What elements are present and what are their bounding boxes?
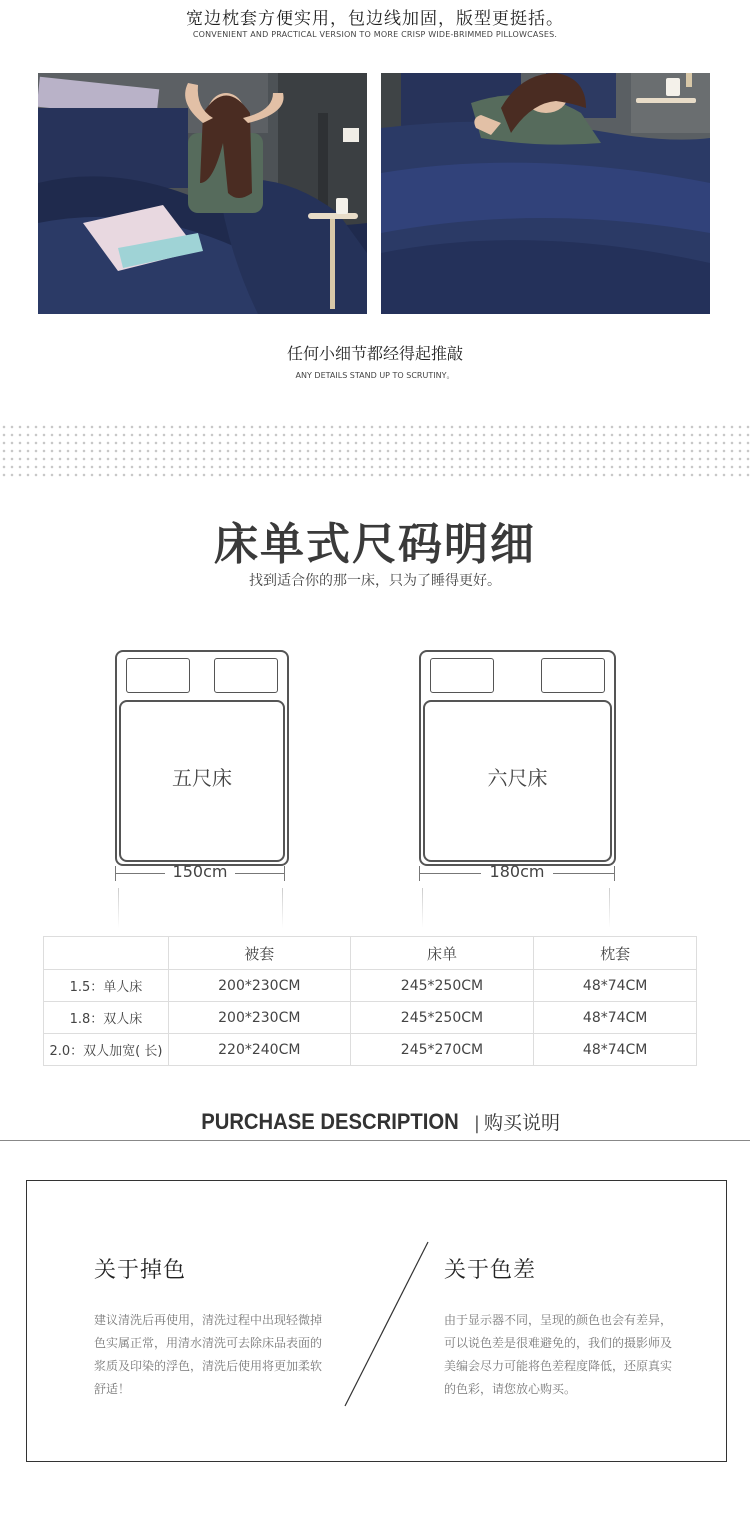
header-title-en: CONVENIENT AND PRACTICAL VERSION TO MORE CRISP WIDE-BRIMMED PILLOWCASES. — [192, 30, 558, 39]
table-cell: 1.5：单人床 — [44, 970, 169, 1002]
table-cell: 200*230CM — [168, 1002, 350, 1034]
detail-title-cn: 任何小细节都经得起推敲 — [286, 344, 463, 363]
table-row — [44, 1002, 697, 1034]
bed-width-label: 150cm — [172, 862, 228, 881]
table-header-cell: 枕套 — [534, 937, 697, 970]
table-row — [44, 970, 697, 1002]
detail-title-en: ANY DETAILS STAND UP TO SCRUTINY。 — [295, 371, 455, 380]
size-section-subtitle: 找到适合你的那一床，只为了睡得更好。 — [249, 573, 501, 589]
table-cell: 245*250CM — [350, 970, 534, 1002]
section-divider — [0, 1140, 750, 1141]
pillow-icon — [214, 658, 278, 693]
header-title-cn: 宽边枕套方便实用，包边线加固，版型更挺括。 — [186, 9, 564, 29]
bed-diagram-six-foot — [419, 650, 616, 866]
bed-label: 六尺床 — [487, 766, 548, 790]
table-cell: 48*74CM — [534, 1002, 697, 1034]
bed-width-dimension — [115, 862, 285, 884]
pillow-icon — [126, 658, 190, 693]
product-photo-woman-in-bed — [381, 73, 710, 314]
bed-diagram-five-foot — [115, 650, 289, 866]
color-difference-heading: 关于色差 — [444, 1258, 537, 1283]
table-cell: 48*74CM — [534, 1034, 697, 1066]
table-header-cell: 床单 — [350, 937, 534, 970]
dotted-divider — [0, 423, 750, 478]
purchase-title-cn: 购买说明 — [483, 1112, 560, 1134]
purchase-title-en: PURCHASE DESCRIPTION — [201, 1109, 459, 1134]
purchase-notes-box — [26, 1180, 727, 1462]
table-cell: 245*270CM — [350, 1034, 534, 1066]
table-cell: 200*230CM — [168, 970, 350, 1002]
purchase-title-separator: | — [473, 1113, 480, 1134]
bed-width-dimension — [419, 862, 615, 884]
fading-note-text: 建议清洗后再使用，清洗过程中出现轻微掉 色实属正常，用清水清洗可去除床品表面的 浆质及印染的浮色，清洗后使用将更加柔软 舒适！ — [94, 1313, 323, 1396]
pillow-icon — [430, 658, 494, 693]
color-difference-text: 由于显示器不同，呈现的颜色也会有差异， 可以说色差是很难避免的，我们的摄影师及 美编会尽力可能将色差程度降低，还原真实 的色彩，请您放心购买。 — [444, 1313, 673, 1396]
size-section-title: 床单式尺码明细 — [214, 519, 536, 570]
table-cell: 2.0：双人加宽( 长) — [44, 1034, 169, 1066]
table-header-cell — [44, 937, 169, 970]
bed-label: 五尺床 — [172, 766, 232, 790]
table-header-row — [44, 937, 697, 970]
table-row — [44, 1034, 697, 1066]
pillow-icon — [541, 658, 605, 693]
table-header-cell: 被套 — [168, 937, 350, 970]
purchase-description-title — [0, 1108, 750, 1135]
size-table — [43, 936, 697, 1066]
table-cell: 220*240CM — [168, 1034, 350, 1066]
table-cell: 245*250CM — [350, 1002, 534, 1034]
table-cell: 1.8：双人床 — [44, 1002, 169, 1034]
diagonal-divider — [342, 1239, 432, 1409]
fading-note-heading: 关于掉色 — [94, 1258, 187, 1283]
table-cell: 48*74CM — [534, 970, 697, 1002]
product-photo-woman-stretching — [38, 73, 367, 314]
bed-width-label: 180cm — [489, 862, 545, 881]
